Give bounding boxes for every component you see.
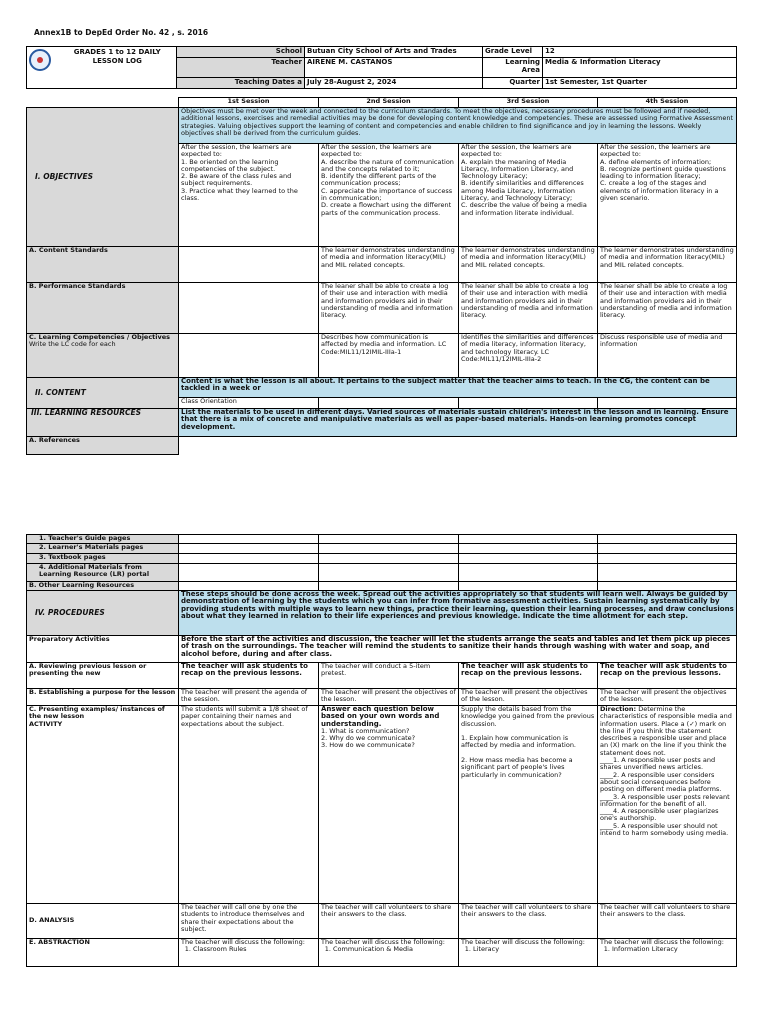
presenting-session-3: Supply the details based from the knowledge you gained from the previous discussion. 1. Explain how communication is affected by media and information. 2. How mass media has become a significant part of people's lives particularly in communication? [459, 706, 598, 904]
objectives-intro: Objectives must be met over the week and connected to the curriculum standards. To meet the objectives, necessary procedures must be followed and if needed, additional lessons, exercises and remedial activities may be done for developing content knowledge and competencies. These are assessed using Formative Assessment strategies. Valuing objectives support the learning of content and competencies and enable children to find significance and joy in learning the lessons. Weekly objectives shall be derived from the curriculum guides. [179, 108, 737, 144]
reviewing-session-3: The teacher will ask students to recap on the previous lessons. [459, 663, 598, 689]
learning-area-value: Media & Information Literacy [543, 58, 737, 78]
purpose-session-2: The teacher will present the objectives of the lesson. [319, 689, 459, 706]
performance-standards-session-2: The leaner shall be able to create a log of their use and interaction with media and information providers aid in their understanding of media and information literacy. [319, 283, 459, 334]
tb-session-1 [179, 554, 319, 564]
content-standards-session-1 [179, 247, 319, 283]
learners-materials-label: 2. Learner's Materials pages [27, 544, 179, 554]
procedures-table [26, 534, 737, 967]
competencies-session-2: Describes how communication is affected by media and information. LC Code:MIL11/12IMIL-IIIa-1 [319, 334, 459, 378]
lr-portal-label: 4. Additional Materials from Learning Resource (LR) portal [27, 564, 179, 582]
lm-session-3 [459, 544, 598, 554]
presenting-session-2: 1. What is communication? 2. Why do we communicate? 3. How do we communicate? [321, 726, 416, 750]
grades-label: GRADES 1 to 12 DAILY LESSON LOG [59, 47, 177, 89]
preparatory-label: Preparatory Activities [27, 636, 179, 663]
tb-session-4 [598, 554, 737, 564]
abstraction-s2-item: 1. Communication & Media [333, 946, 456, 953]
analysis-session-2: The teacher will call volunteers to share their answers to the class. [319, 904, 459, 939]
presenting-session-4-head: Direction: [600, 705, 637, 713]
lr-session-4 [598, 564, 737, 582]
annex-title: Annex1B to DepEd Order No. 42 , s. 2016 [34, 28, 209, 37]
purpose-label: B. Establishing a purpose for the lesson [27, 689, 179, 706]
grade-level-label: Grade Level [483, 47, 543, 58]
lr-session-2 [319, 564, 459, 582]
other-session-2 [319, 582, 459, 591]
lr-session-1 [179, 564, 319, 582]
tg-session-2 [319, 535, 459, 544]
objectives-session-4: After the session, the learners are expected to: A. define elements of information; B. recognize pertinent guide questions leading to information literacy; C. create a log of the stages and elements of information literacy in a given scenario. [598, 144, 737, 247]
content-intro: Content is what the lesson is all about. It pertains to the subject matter that the teacher aims to teach. In the CG, the content can be tackled in a week or [179, 378, 737, 398]
session-1-header: 1st Session [179, 98, 319, 108]
abstraction-session-2 [319, 939, 459, 967]
presenting-session-2-cell [319, 706, 459, 904]
learning-area-label: Learning Area [483, 58, 543, 78]
deped-seal-icon [29, 49, 51, 71]
quarter-value: 1st Semester, 1st Quarter [543, 78, 737, 89]
competencies-label-cell [27, 334, 179, 378]
header-table [26, 46, 737, 89]
teacher-label: Teacher [177, 58, 305, 78]
analysis-session-3: The teacher will call volunteers to share their answers to the class. [459, 904, 598, 939]
other-session-4 [598, 582, 737, 591]
session-3-header: 3rd Session [459, 98, 598, 108]
presenting-session-2-head: Answer each question below based on your own words and understanding. [321, 705, 440, 728]
reviewing-session-2: The teacher will conduct a 5-item pretest. [319, 663, 459, 689]
session-4-header: 4th Session [598, 98, 737, 108]
teaching-dates-value: July 28-August 2, 2024 [305, 78, 483, 89]
lm-session-2 [319, 544, 459, 554]
lr-session-3 [459, 564, 598, 582]
reviewing-session-4: The teacher will ask students to recap on the previous lessons. [598, 663, 737, 689]
preparatory-text: Before the start of the activities and discussion, the teacher will let the students arrange the seats and tables and let them pick up pieces of trash on the surroundings. The teacher will remind the students to sanitize their hands through washing with water and soap, and alcohol before, during and after class. [179, 636, 737, 663]
quarter-label: Quarter [483, 78, 543, 89]
session-2-header: 2nd Session [319, 98, 459, 108]
references-label: A. References [27, 437, 179, 455]
blank-corner [27, 98, 179, 108]
school-value: Butuan City School of Arts and Trades [305, 47, 483, 58]
resources-intro: List the materials to be used in different days. Varied sources of materials sustain children's interest in the lesson and in learning. Ensure that there is a mix of concrete and manipulative materials as well as paper-based materials. Hands-on learning promotes concept development. [179, 409, 737, 437]
analysis-label: D. ANALYSIS [27, 904, 179, 939]
grade-level-value: 12 [543, 47, 737, 58]
purpose-session-3: The teacher will present the objectives of the lesson. [459, 689, 598, 706]
presenting-session-4: Determine the characteristics of responsible media and information users. Place a (✓) mark on the line if you think the statement describes a responsible user and place an (X) mark on the line if you think the statement does not. ____1. A responsible user posts and shares unverified news articles. ____2. A responsible user considers about social consequences before posting on different media platforms. ____3. A responsible user posts relevant information for the benefit of all. ____4. A responsible user plagiarizes one's authorship. ____5. A responsible user should not intend to harm somebody using media. [600, 705, 732, 838]
procedures-intro: These steps should be done across the week. Spread out the activities appropriately so that students will learn well. Always be guided by demonstration of learning by the students which you can infer from formative assessment activities. Sustain learning systematically by providing students with multiple ways to learn new things, practice their learning, question their learning processes, and draw conclusions about what they learned in relation to their life experiences and previous knowledge. Indicate the time allotment for each step. [179, 591, 737, 636]
lm-session-1 [179, 544, 319, 554]
teaching-dates-label: Teaching Dates a [177, 78, 305, 89]
teacher-value: AIRENE M. CASTAÑOS [305, 58, 483, 78]
content-standards-session-4: The learner demonstrates understanding of media and information literacy(MIL) and MIL related concepts. [598, 247, 737, 283]
abstraction-s1-item: 1. Classroom Rules [193, 946, 316, 953]
other-session-1 [179, 582, 319, 591]
objectives-session-3: After the session, the learners are expected to: A. explain the meaning of Media Literacy, Information Literacy, and Technology Literacy; B. identify similarities and differences among Media Literacy, Information Literacy, and Technology Literacy; C. describe the value of being a media and information literate individual. [459, 144, 598, 247]
competencies-session-3: Identifies the similarities and differences of media literacy, information literacy, and technology literacy. LC Code:MIL11/12IMIL-IIIa-2 [459, 334, 598, 378]
abstraction-session-4 [598, 939, 737, 967]
resources-label: III. LEARNING RESOURCES [27, 409, 179, 437]
analysis-session-1: The teacher will call one by one the students to introduce themselves and share their expectations about the subject. [179, 904, 319, 939]
content-standards-label: A. Content Standards [27, 247, 179, 283]
content-session-2 [319, 398, 459, 409]
analysis-session-4: The teacher will call volunteers to share their answers to the class. [598, 904, 737, 939]
deped-seal-cell [27, 47, 59, 89]
abstraction-s2-text: The teacher will discuss the following: [321, 938, 445, 946]
content-standards-session-2: The learner demonstrates understanding of media and information literacy(MIL) and MIL related concepts. [319, 247, 459, 283]
performance-standards-session-4: The leaner shall be able to create a log of their use and interaction with media and information providers aid in their understanding of media and information literacy. [598, 283, 737, 334]
references-blank [179, 437, 737, 455]
abstraction-s3-text: The teacher will discuss the following: [461, 938, 585, 946]
objectives-table [26, 97, 737, 455]
content-session-4 [598, 398, 737, 409]
tg-session-3 [459, 535, 598, 544]
teachers-guide-label: 1. Teacher's Guide pages [27, 535, 179, 544]
content-standards-session-3: The learner demonstrates understanding of media and information literacy(MIL) and MIL related concepts. [459, 247, 598, 283]
competencies-session-1 [179, 334, 319, 378]
performance-standards-label: B. Performance Standards [27, 283, 179, 334]
performance-standards-session-3: The leaner shall be able to create a log of their use and interaction with media and information providers aid in their understanding of media and information literacy. [459, 283, 598, 334]
abstraction-label: E. ABSTRACTION [27, 939, 179, 967]
competencies-session-4: Discuss responsible use of media and information [598, 334, 737, 378]
objectives-label: I. OBJECTIVES [27, 108, 179, 247]
abstraction-s1-text: The teacher will discuss the following: [181, 938, 305, 946]
purpose-session-4: The teacher will present the objectives of the lesson. [598, 689, 737, 706]
presenting-label: C. Presenting examples/ instances of the new lesson ACTIVITY [27, 706, 179, 904]
content-session-3 [459, 398, 598, 409]
objectives-session-2: After the session, the learners are expected to: A. describe the nature of communication and the concepts related to it; B. identify the different parts of the communication process; C. appreciate the importance of success in communication; D. create a flowchart using the different parts of the communication process. [319, 144, 459, 247]
abstraction-session-1 [179, 939, 319, 967]
tg-session-1 [179, 535, 319, 544]
procedures-label: IV. PROCEDURES [27, 591, 179, 636]
other-session-3 [459, 582, 598, 591]
content-session-1: Class Orientation [179, 398, 319, 409]
presenting-session-4-cell [598, 706, 737, 904]
abstraction-session-3 [459, 939, 598, 967]
tg-session-4 [598, 535, 737, 544]
reviewing-session-1: The teacher will ask students to recap on the previous lessons. [179, 663, 319, 689]
other-resources-label: B. Other Learning Resources [27, 582, 179, 591]
textbook-label: 3. Textbook pages [27, 554, 179, 564]
purpose-session-1: The teacher will present the agenda of the session. [179, 689, 319, 706]
lm-session-4 [598, 544, 737, 554]
tb-session-2 [319, 554, 459, 564]
abstraction-s4-text: The teacher will discuss the following: [600, 938, 724, 946]
abstraction-s4-item: 1. Information Literacy [612, 946, 734, 953]
competencies-label: C. Learning Competencies / Objectives [29, 333, 171, 341]
objectives-session-1: After the session, the learners are expected to: 1. Be oriented on the learning competencies of the subject. 2. Be aware of the class rules and subject requirements. 3. Practice what they learned to the class. [179, 144, 319, 247]
reviewing-label: A. Reviewing previous lesson or presenting the new [27, 663, 179, 689]
presenting-session-1: The students will submit a 1/8 sheet of paper containing their names and expectations about the subject. [179, 706, 319, 904]
school-label: School [177, 47, 305, 58]
performance-standards-session-1 [179, 283, 319, 334]
content-label: II. CONTENT [27, 378, 179, 409]
abstraction-s3-item: 1. Literacy [473, 946, 595, 953]
tb-session-3 [459, 554, 598, 564]
competencies-hint: Write the LC code for each [29, 340, 116, 349]
